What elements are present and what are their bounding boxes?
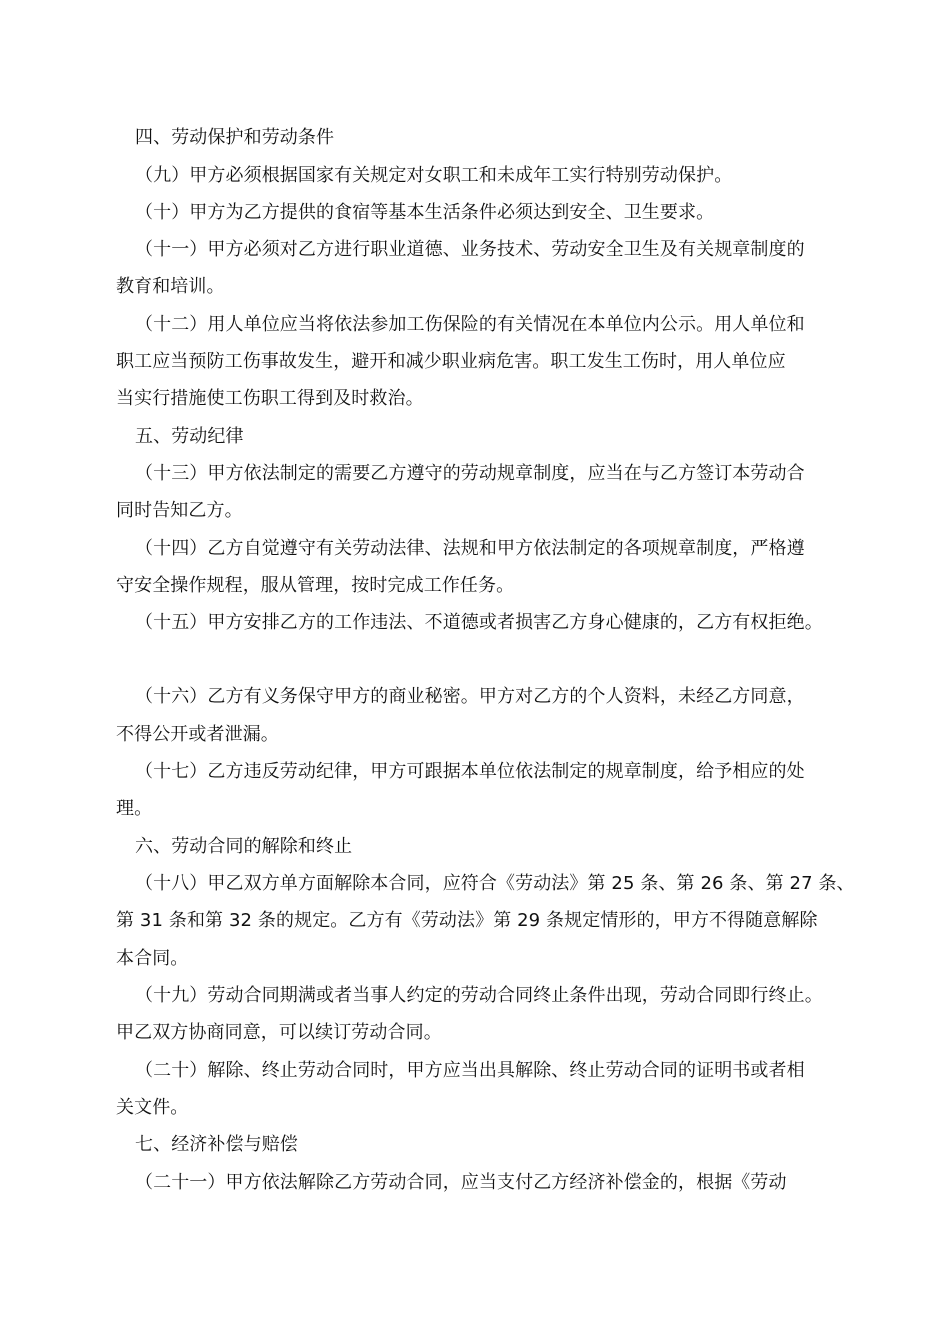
clause-11-line-1: （十一）甲方必须对乙方进行职业道德、业务技术、劳动安全卫生及有关规章制度的	[135, 239, 805, 260]
clause-19-line-2: 甲乙双方协商同意，可以续订劳动合同。	[116, 1022, 442, 1043]
section-heading-labor-protection: 四、劳动保护和劳动条件	[135, 127, 335, 148]
clause-14-line-1: （十四）乙方自觉遵守有关劳动法律、法规和甲方依法制定的各项规章制度，严格遵	[135, 538, 805, 559]
clause-18-line-2: 第 31 条和第 32 条的规定。乙方有《劳动法》第 29 条规定情形的，甲方不得随意解除	[116, 910, 818, 931]
clause-11-line-2: 教育和培训。	[116, 276, 225, 297]
clause-21-line-1: （二十一）甲方依法解除乙方劳动合同，应当支付乙方经济补偿金的，根据《劳动	[135, 1172, 787, 1193]
clause-18-line-3: 本合同。	[116, 948, 189, 969]
section-heading-compensation: 七、经济补偿与赔偿	[135, 1134, 298, 1155]
clause-17-line-1: （十七）乙方违反劳动纪律，甲方可跟据本单位依法制定的规章制度，给予相应的处	[135, 761, 805, 782]
clause-13-line-1: （十三）甲方依法制定的需要乙方遵守的劳动规章制度，应当在与乙方签订本劳动合	[135, 463, 805, 484]
clause-20-line-1: （二十）解除、终止劳动合同时，甲方应当出具解除、终止劳动合同的证明书或者相	[135, 1060, 805, 1081]
clause-12-line-1: （十二）用人单位应当将依法参加工伤保险的有关情况在本单位内公示。用人单位和	[135, 314, 805, 335]
clause-19-line-1: （十九）劳动合同期满或者当事人约定的劳动合同终止条件出现，劳动合同即行终止。	[135, 985, 823, 1006]
clause-15: （十五）甲方安排乙方的工作违法、不道德或者损害乙方身心健康的，乙方有权拒绝。	[135, 612, 823, 633]
clause-10: （十）甲方为乙方提供的食宿等基本生活条件必须达到安全、卫生要求。	[135, 202, 715, 223]
clause-13-line-2: 同时告知乙方。	[116, 500, 243, 521]
clause-20-line-2: 关文件。	[116, 1097, 189, 1118]
clause-16-line-2: 不得公开或者泄漏。	[116, 724, 279, 745]
clause-16-line-1: （十六）乙方有义务保守甲方的商业秘密。甲方对乙方的个人资料，未经乙方同意，	[135, 686, 805, 707]
clause-18-line-1: （十八）甲乙双方单方面解除本合同，应符合《劳动法》第 25 条、第 26 条、第 27 条、	[135, 873, 855, 894]
clause-9: （九）甲方必须根据国家有关规定对女职工和未成年工实行特别劳动保护。	[135, 165, 733, 186]
section-heading-termination: 六、劳动合同的解除和终止	[135, 836, 353, 857]
clause-12-line-3: 当实行措施使工伤职工得到及时救治。	[116, 388, 424, 409]
clause-12-line-2: 职工应当预防工伤事故发生，避开和减少职业病危害。职工发生工伤时，用人单位应	[116, 351, 786, 372]
clause-14-line-2: 守安全操作规程，服从管理，按时完成工作任务。	[116, 575, 515, 596]
clause-17-line-2: 理。	[116, 798, 153, 819]
section-heading-labor-discipline: 五、劳动纪律	[135, 426, 244, 447]
